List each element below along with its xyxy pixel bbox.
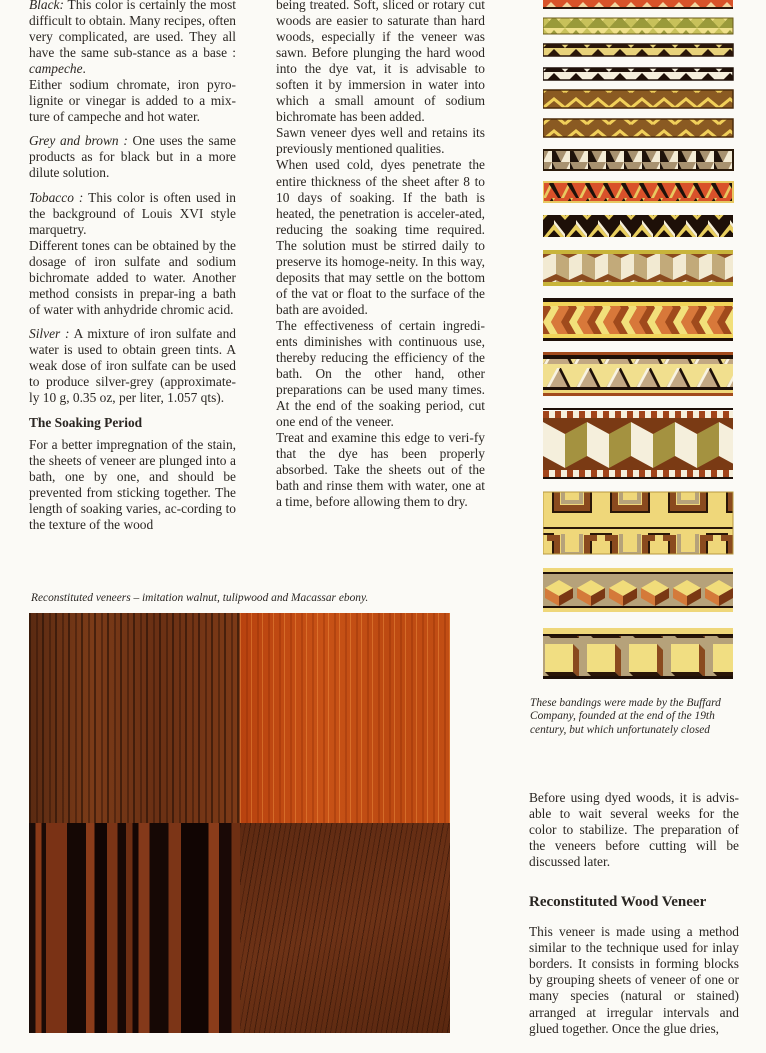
paragraph-soaking: For a better impregnation of the stain, the sheets of veneer are plunged into a bath, one by one, and should be prevented from sticking together. The length of soaking varies, ac-cording to the texture of the wood (29, 437, 236, 533)
text-column-3 (529, 790, 739, 1037)
veneer-photo (29, 613, 450, 1033)
paragraph-black (29, 0, 236, 77)
paragraph-black-2: Either sodium chromate, iron pyro-lignite or vinegar is added to a mix-ture of campeche and hot water. (29, 77, 236, 125)
paragraph-reconstituted: This veneer is made using a method similar to the technique used for inlay borders. It consists in forming blocks by grouping sheets of veneer of one or many species (natural or stained) arranged at irregular intervals and glued together. Once the glue dries, (529, 924, 739, 1036)
veneer-sample-striped (29, 613, 240, 823)
term-black: Black: (29, 0, 64, 12)
term-tobacco: Tobacco : (29, 189, 84, 205)
para-text: One uses the same products as for black but in a more dilute solution. (29, 133, 236, 181)
paragraph: When used cold, dyes penetrate the entire thickness of the sheet after 8 to 10 days of soaking. If the bath is heated, the penetration is acceler-ated, reducing the soaking time required. The solution must be stirred daily to preserve its homoge-neity. In this way, deposits that may settle on the bottom of the vat or float to the surface of the bath are avoided. (276, 157, 485, 317)
bandings-illustration (543, 0, 736, 690)
subheading-soaking-period: The Soaking Period (29, 415, 143, 431)
paragraph-silver (29, 326, 236, 406)
veneer-sample-macassar-ebony (29, 823, 240, 1033)
paragraph: Treat and examine this edge to veri-fy that the dye has been properly absorbed. Take the sheets out of the bath and rinse them with water, one at a time, before allowing them to dry. (276, 430, 485, 510)
text-column-2 (276, 0, 485, 511)
paragraph: being treated. Soft, sliced or rotary cut woods are easier to saturate than hard woods, especially if the veneer was sawn. Before plunging the hard wood into the dye vat, it is advisable to soften it by immersion in water into which a small amount of sodium bichromate has been added. (276, 0, 485, 125)
bandings-graphic (543, 0, 736, 690)
veneer-sample-walnut (240, 823, 451, 1033)
term-silver: Silver : (29, 325, 70, 341)
para-text: This color is certainly the most difficult to obtain. Many recipes, often very complicated, are used. They all have the same sub-stance as a base : (29, 0, 236, 61)
bandings-caption: These bandings were made by the Buffard Company, founded at the end of the 19th century, but which unfortunately closed (530, 697, 721, 736)
paragraph-dyed-woods: Before using dyed woods, it is advis-able to wait several weeks for the color to stabilize. The preparation of the veneers before cutting will be discussed later. (529, 790, 739, 870)
paragraph: Sawn veneer dyes well and retains its previously mentioned qualities. (276, 125, 485, 157)
term-campeche: campeche (29, 61, 83, 77)
paragraph-tobacco-2: Different tones can be obtained by the dosage of iron sulfate and sodium bichromate added to water. Another method consists in prepar-ing a bath of water with anhydride chromic acid. (29, 237, 236, 317)
veneer-sample-tulipwood (240, 613, 451, 823)
paragraph: The effectiveness of certain ingredi-ents diminishes with continuous use, thereby reducing the efficiency of the bath. On the other hand, other preparations can be used many times. At the end of the soaking period, cut one end of the veneer. (276, 317, 485, 430)
para-text: A mixture of iron sulfate and water is used to obtain green tints. A weak dose of iron sulfate can be used to produce silver-grey (approximate-ly 10 g, 0.35 oz, per liter, 1.057 qts). (29, 325, 236, 406)
photo-caption: Reconstituted veneers – imitation walnut, tulipwood and Macassar ebony. (31, 592, 369, 604)
para-text: This color is often used in the background of Louis XVI style marquetry. (29, 189, 236, 237)
term-grey-brown: Grey and brown : (29, 133, 128, 149)
banding-rows (543, 0, 733, 679)
paragraph-grey-brown (29, 133, 236, 181)
paragraph-tobacco (29, 190, 236, 238)
para-tail: . (82, 61, 86, 77)
heading-reconstituted-wood-veneer: Reconstituted Wood Veneer (529, 894, 707, 911)
text-column-1 (29, 0, 236, 533)
